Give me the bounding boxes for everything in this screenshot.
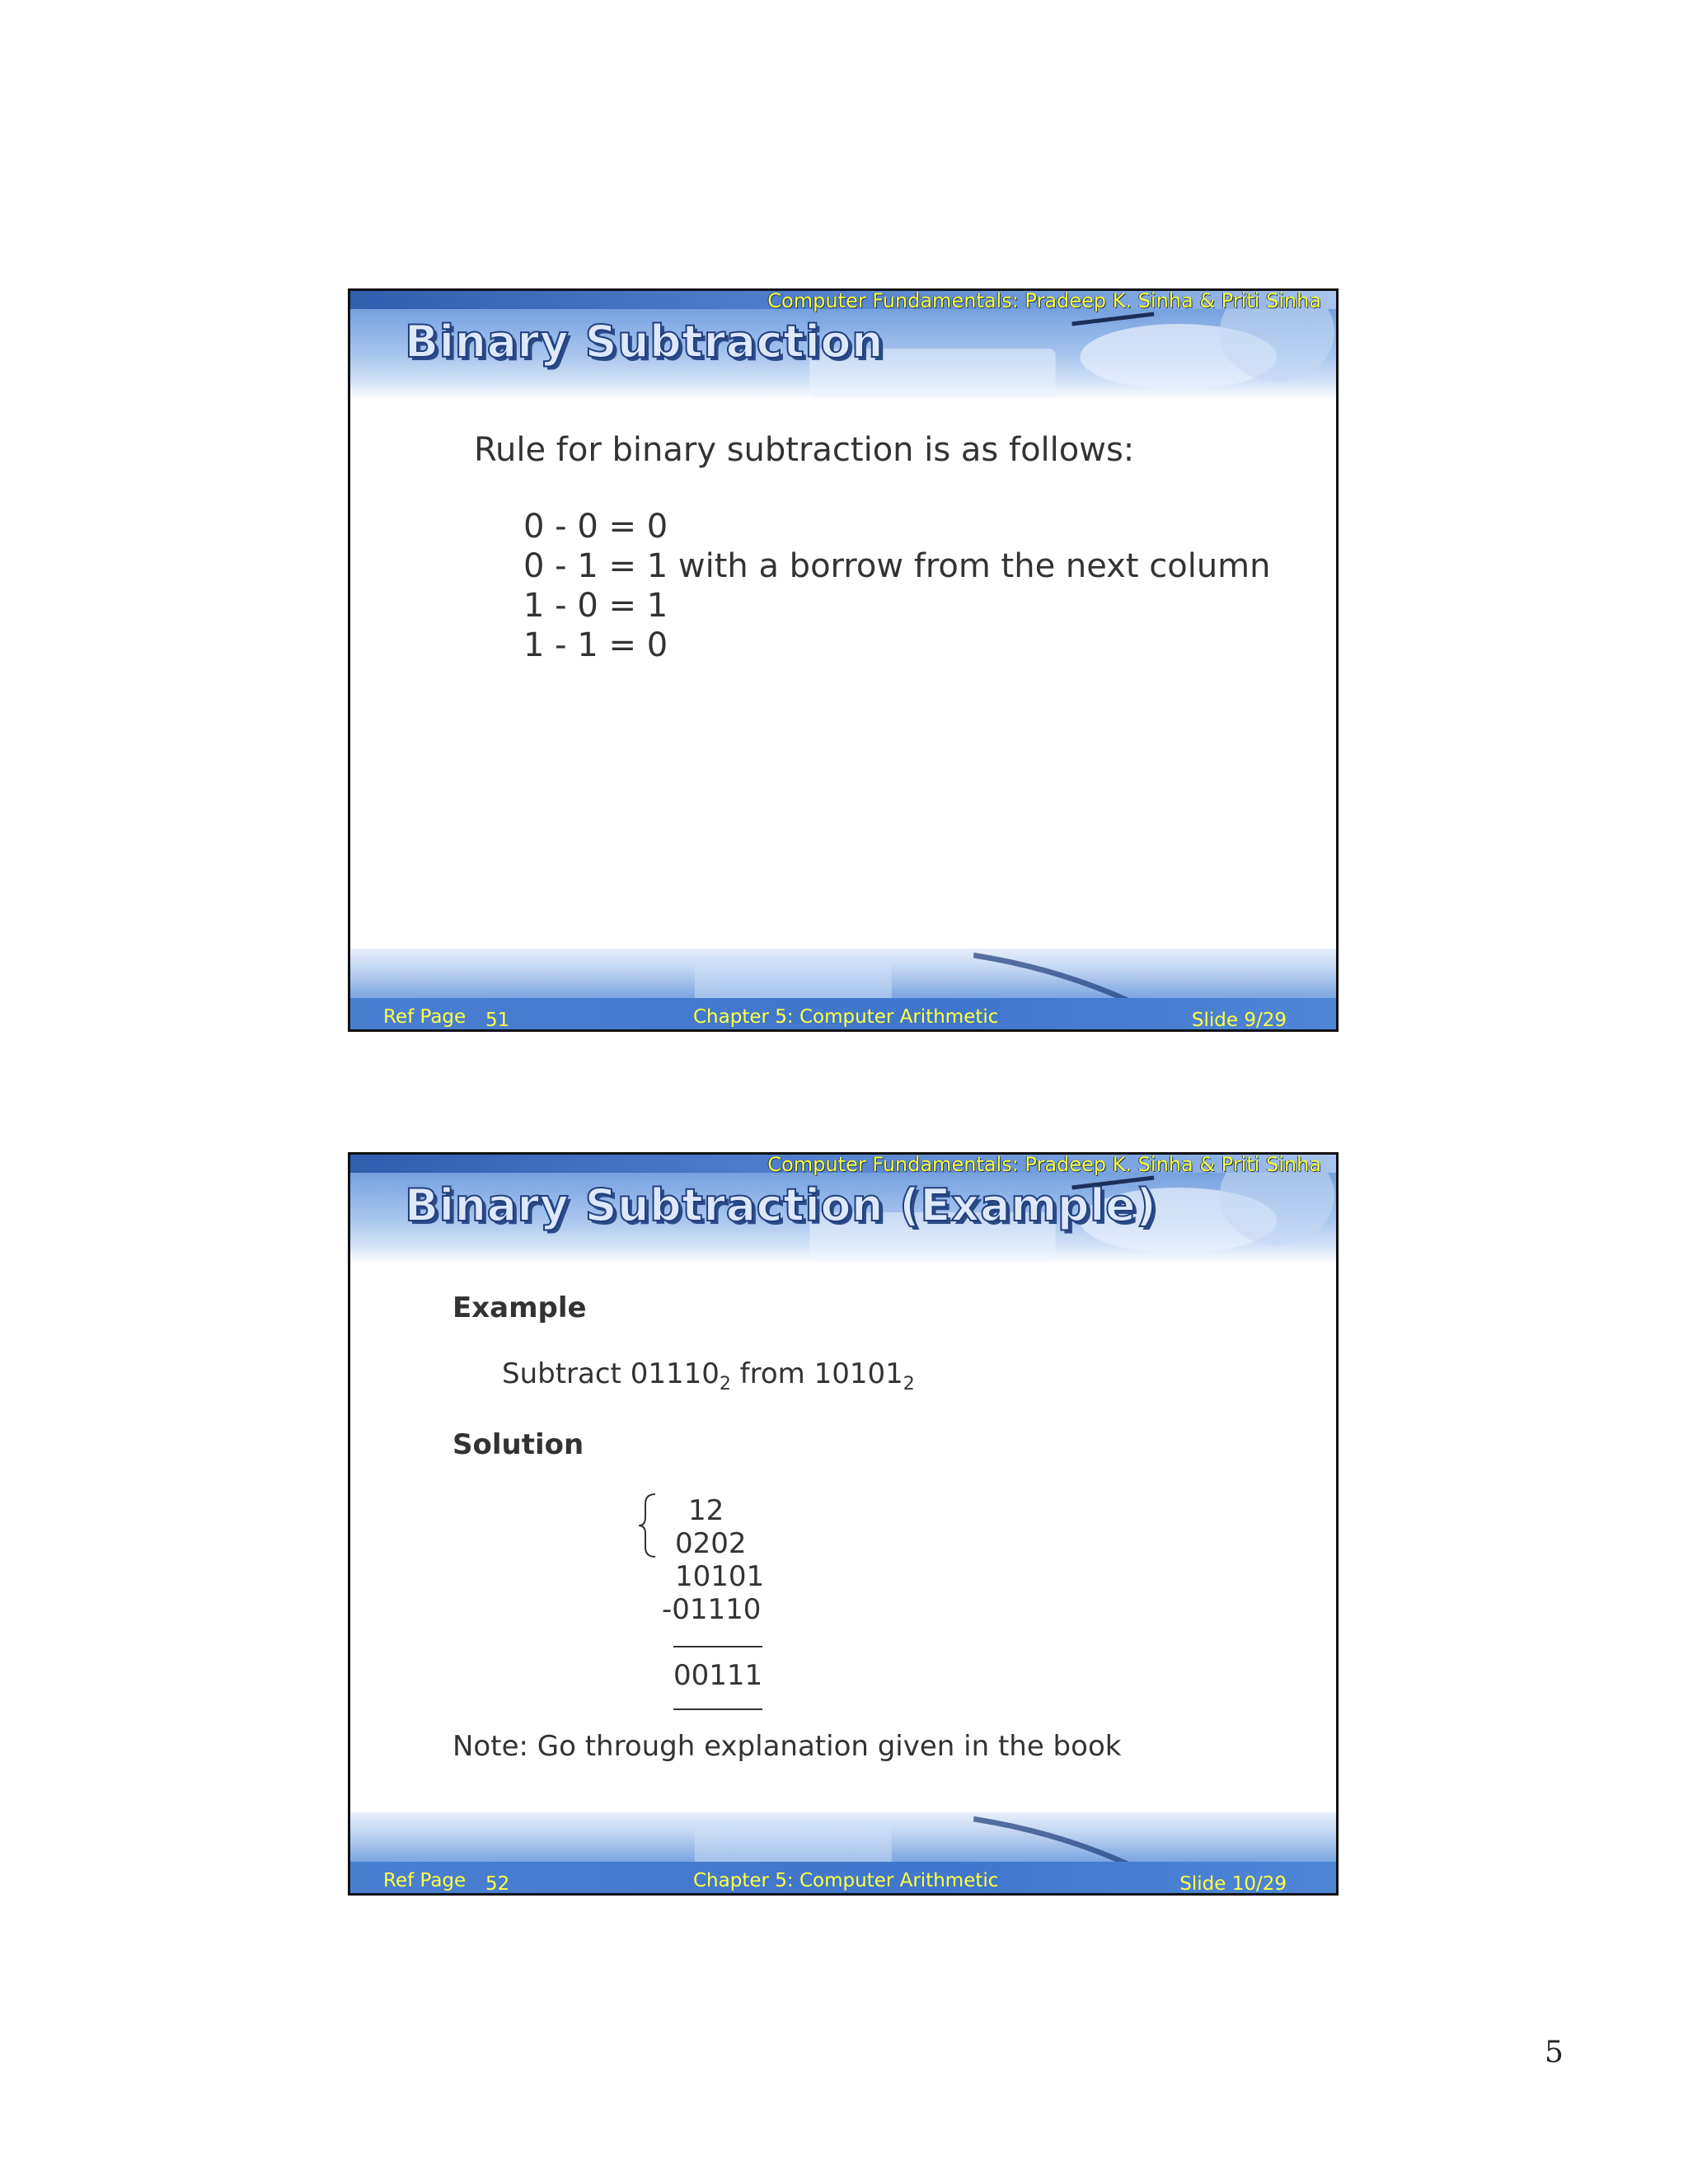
sum-line-top bbox=[673, 1646, 762, 1647]
book-credit: Computer Fundamentals: Pradeep K. Sinha & Priti Sinha bbox=[767, 1153, 1321, 1176]
page-number: 5 bbox=[1545, 2036, 1564, 2069]
borrow-row-2: 0202 bbox=[675, 1527, 747, 1560]
slide-title: Binary Subtraction bbox=[405, 316, 884, 368]
slide-binary-subtraction-example bbox=[348, 1152, 1339, 1896]
slide-footer bbox=[350, 949, 1336, 1029]
subtrahend: -01110 bbox=[662, 1593, 762, 1626]
example-number-2: 10101 bbox=[814, 1357, 903, 1390]
ref-page-label: Ref Page bbox=[383, 1870, 467, 1891]
slide-number: Slide 9/29 bbox=[1191, 1010, 1287, 1031]
borrow-brace-icon bbox=[635, 1493, 659, 1558]
rule-item: 0 - 1 = 1 with a borrow from the next column bbox=[523, 547, 1271, 585]
slide-number: Slide 10/29 bbox=[1179, 1873, 1287, 1895]
note-text: Note: Go through explanation given in the book bbox=[452, 1730, 1122, 1763]
slide-header bbox=[350, 291, 1336, 400]
example-heading: Example bbox=[452, 1291, 587, 1324]
slide-binary-subtraction bbox=[348, 288, 1339, 1032]
slide-footer bbox=[350, 1812, 1336, 1893]
chapter-title: Chapter 5: Computer Arithmetic bbox=[693, 1006, 999, 1028]
example-base-1: 2 bbox=[719, 1373, 731, 1394]
example-number-1: 01110 bbox=[630, 1357, 720, 1390]
rule-item: 0 - 0 = 0 bbox=[523, 508, 668, 546]
ref-page-number: 51 bbox=[485, 1010, 510, 1031]
rule-item: 1 - 0 = 1 bbox=[523, 587, 668, 625]
example-prefix: Subtract bbox=[502, 1357, 631, 1390]
minuend: 10101 bbox=[675, 1560, 765, 1593]
ref-page-number: 52 bbox=[485, 1873, 510, 1895]
ref-page-label: Ref Page bbox=[383, 1006, 467, 1028]
rule-list bbox=[523, 507, 1270, 665]
example-mid: from bbox=[730, 1357, 814, 1390]
slide-title: Binary Subtraction (Example) bbox=[405, 1179, 1157, 1231]
result: 00111 bbox=[673, 1659, 763, 1692]
rule-intro: Rule for binary subtraction is as follows: bbox=[474, 431, 1135, 469]
chapter-title: Chapter 5: Computer Arithmetic bbox=[693, 1870, 999, 1891]
example-statement bbox=[502, 1357, 915, 1394]
solution-heading: Solution bbox=[452, 1428, 584, 1461]
borrow-row-1: 12 bbox=[688, 1494, 724, 1527]
example-base-2: 2 bbox=[903, 1373, 915, 1394]
slide-header bbox=[350, 1155, 1336, 1263]
rule-item: 1 - 1 = 0 bbox=[523, 626, 668, 664]
sum-line-bottom bbox=[673, 1708, 762, 1710]
book-credit: Computer Fundamentals: Pradeep K. Sinha & Priti Sinha bbox=[767, 289, 1321, 312]
